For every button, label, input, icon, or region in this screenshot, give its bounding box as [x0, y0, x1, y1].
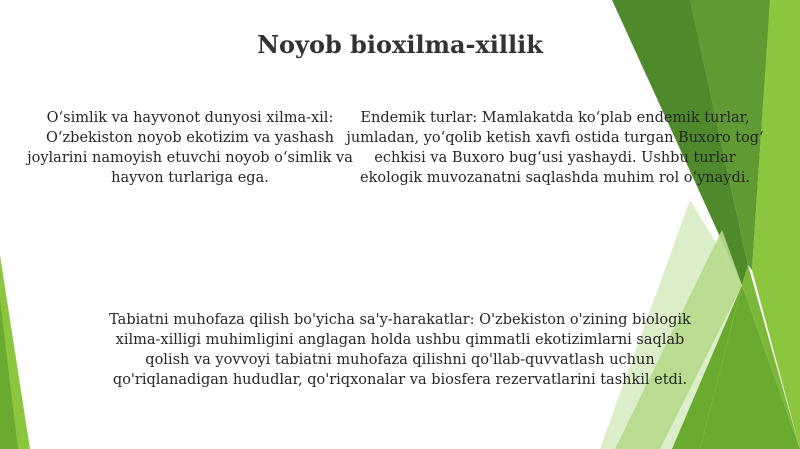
text-block-endemic-species: Endemik turlar: Mamlakatda ko‘plab endemik turlar, jumladan, yo‘qolib ketish xavfi ostida turgan Buxoro tog‘ echkisi va Buxoro bug‘usi yashaydi. Ushbu turlar ekologik muvozanatni saqlashda muhim rol o‘ynaydi. — [346, 110, 764, 186]
text-block-conservation: Tabiatni muhofaza qilish bo'yicha sa'y-harakatlar: O'zbekiston o'zining biologik xilma-xilligi muhimligini anglagan holda ushbu qimmatli ekotizimlarni saqlab qolish va yovvoyi tabiatni muhofaza qilishni qo'llab-quvvatlash uchun qo'riqlanadigan hududlar, qo'riqxonalar va biosfera rezervatlarini tashkil etdi. — [109, 312, 691, 388]
text-block-flora-fauna: O‘simlik va hayvonot dunyosi xilma-xil: O‘zbekiston noyob ekotizim va yashash joylarini namoyish etuvchi noyob o‘simlik va hayvon turlariga ega. — [27, 110, 353, 186]
slide-title: Noyob bioxilma-xillik — [257, 30, 543, 59]
